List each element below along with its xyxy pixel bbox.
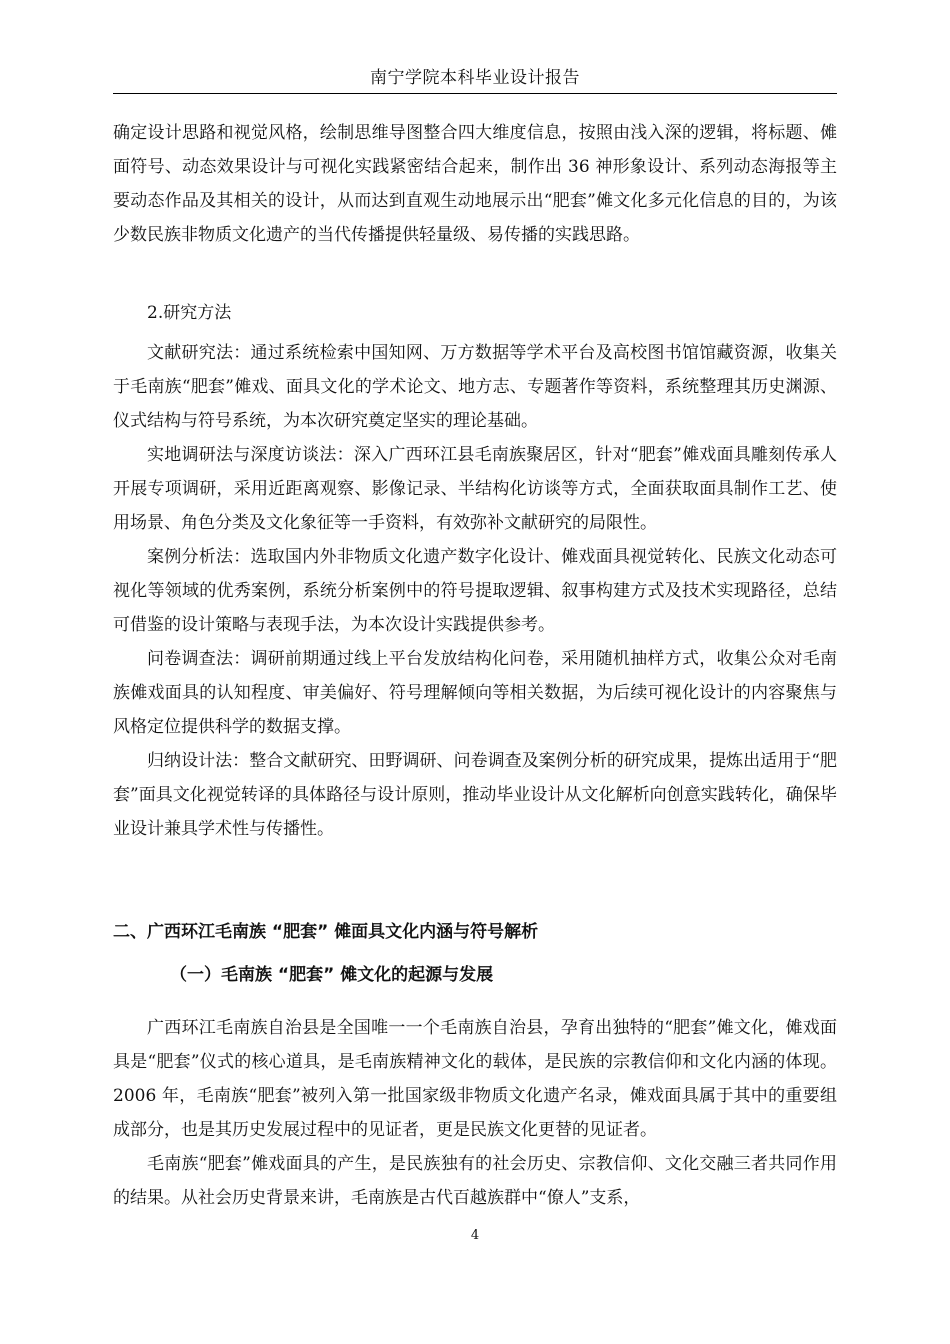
subsection-one-body <box>113 1011 837 1215</box>
body-paragraph: 毛南族“肥套”傩戏面具的产生，是民族独有的社会历史、宗教信仰、文化交融三者共同作用的结果。从社会历史背景来讲，毛南族是古代百越族群中“僚人”支系， <box>113 1154 837 1208</box>
page-number: 4 <box>470 1228 480 1243</box>
header-divider <box>113 93 837 94</box>
method-item-case-study: 案例分析法：选取国内外非物质文化遗产数字化设计、傩戏面具视觉转化、民族文化动态可视化等领域的优秀案例，系统分析案例中的符号提取逻辑、叙事构建方式及技术实现路径，总结可借鉴的设计策略与表现手法，为本次设计实践提供参考。 <box>113 547 837 635</box>
method-item-questionnaire: 问卷调查法：调研前期通过线上平台发放结构化问卷，采用随机抽样方式，收集公众对毛南族傩戏面具的认知程度、审美偏好、符号理解倾向等相关数据，为后续可视化设计的内容聚焦与风格定位提供科学的数据支撑。 <box>113 649 837 737</box>
intro-section <box>113 116 837 252</box>
research-methods-list <box>113 336 837 846</box>
method-item-induction: 归纳设计法：整合文献研究、田野调研、问卷调查及案例分析的研究成果，提炼出适用于“肥套”面具文化视觉转译的具体路径与设计原则，推动毕业设计从文化解析向创意实践转化，确保毕业设计兼具学术性与传播性。 <box>113 751 837 839</box>
subsection-one-heading: （一）毛南族 “肥套” 傩文化的起源与发展 <box>170 965 494 985</box>
section-two-heading: 二、广西环江毛南族 “肥套” 傩面具文化内涵与符号解析 <box>113 922 539 942</box>
research-methods-heading: 2.研究方法 <box>147 303 232 323</box>
intro-paragraph: 确定设计思路和视觉风格，绘制思维导图整合四大维度信息，按照由浅入深的逻辑，将标题、傩面符号、动态效果设计与可视化实践紧密结合起来，制作出 36 神形象设计、系列动态海报等主要动态作品及其相关的设计，从而达到直观生动地展示出“肥套”傩文化多元化信息的目的，为该少数民族非物质文化遗产的当代传播提供轻量级、易传播的实践思路。 <box>113 123 837 245</box>
method-item-fieldwork: 实地调研法与深度访谈法：深入广西环江县毛南族聚居区，针对“肥套”傩戏面具雕刻传承人开展专项调研，采用近距离观察、影像记录、半结构化访谈等方式，全面获取面具制作工艺、使用场景、角色分类及文化象征等一手资料，有效弥补文献研究的局限性。 <box>113 445 837 533</box>
page-header-title: 南宁学院本科毕业设计报告 <box>370 68 580 88</box>
body-paragraph: 广西环江毛南族自治县是全国唯一一个毛南族自治县，孕育出独特的“肥套”傩文化，傩戏面具是“肥套”仪式的核心道具，是毛南族精神文化的载体，是民族的宗教信仰和文化内涵的体现。2006 年，毛南族“肥套”被列入第一批国家级非物质文化遗产名录，傩戏面具属于其中的重要组成部分，也是其历史发展过程中的见证者，更是民族文化更替的见证者。 <box>113 1018 837 1140</box>
method-item-literature: 文献研究法：通过系统检索中国知网、万方数据等学术平台及高校图书馆馆藏资源，收集关于毛南族“肥套”傩戏、面具文化的学术论文、地方志、专题著作等资料，系统整理其历史渊源、仪式结构与符号系统，为本次研究奠定坚实的理论基础。 <box>113 343 837 431</box>
